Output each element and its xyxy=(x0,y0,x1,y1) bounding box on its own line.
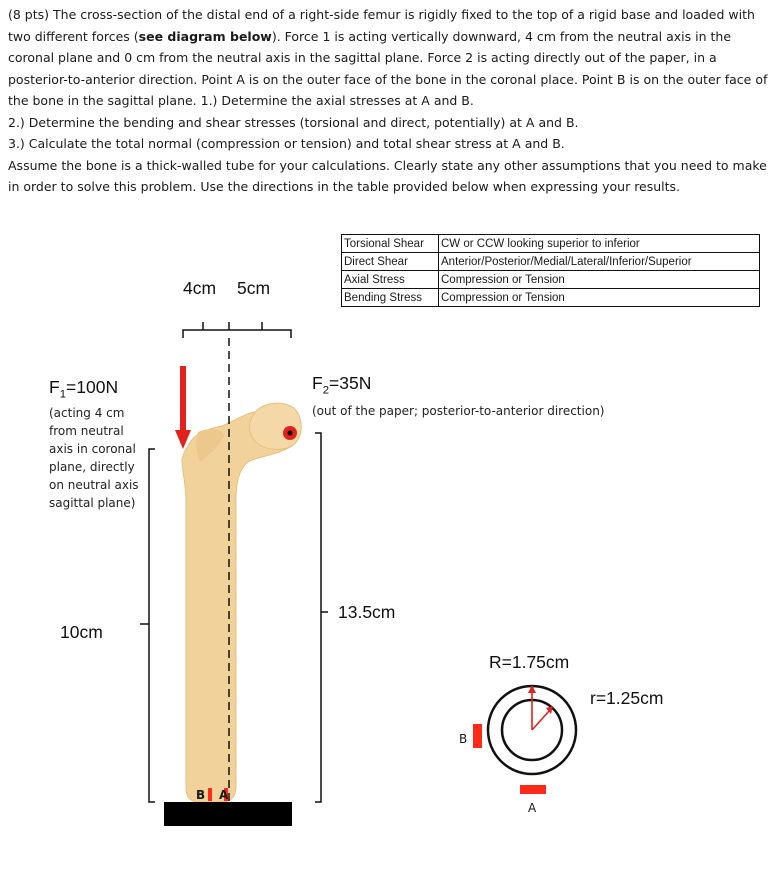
cross-section-a-label: A xyxy=(528,801,537,815)
force-2-description: (out of the paper; posterior-to-anterior direction) xyxy=(312,404,605,418)
point-b-marker xyxy=(208,788,212,801)
legend-quantity: Direct Shear xyxy=(342,253,439,271)
rigid-base xyxy=(164,802,292,826)
cross-section-point-a-marker xyxy=(520,785,546,794)
legend-quantity: Axial Stress xyxy=(342,271,439,289)
point-a-label: A xyxy=(219,788,229,802)
problem-question-3: 3.) Calculate the total normal (compression or tension) and total shear stress at A and B. xyxy=(8,136,565,151)
legend-quantity: Torsional Shear xyxy=(342,235,439,253)
problem-assumptions: Assume the bone is a thick-walled tube for your calculations. Clearly state any other assumptions that you need to make in order to solve this problem. Use the directions in the table provided below when expressing your results. xyxy=(8,157,767,194)
force-2-symbol: F xyxy=(312,373,323,393)
force-1-label xyxy=(49,377,118,401)
femur-head xyxy=(250,403,302,449)
cross-section-b-label: B xyxy=(459,732,468,746)
problem-intro: The cross-section of the distal end of a right-side femur is rigidly fixed to the top of a rigid base and loaded with two different forces ( xyxy=(8,7,755,44)
legend-direction: CW or CCW looking superior to inferior xyxy=(439,235,760,253)
force-1-desc-line: sagittal plane) xyxy=(49,496,136,510)
legend-direction: Compression or Tension xyxy=(439,271,760,289)
force-1-desc-line: (acting 4 cm xyxy=(49,406,125,420)
force-2-value: =35N xyxy=(329,373,372,393)
problem-question-2: 2.) Determine the bending and shear stresses (torsional and direct, potentially) at A and B. xyxy=(8,114,579,130)
force-1-arrow xyxy=(175,366,191,449)
force-2-marker xyxy=(283,426,297,440)
height-label-10cm: 10cm xyxy=(60,622,103,642)
force-1-desc-line: plane, directly xyxy=(49,460,135,474)
point-b-label: B xyxy=(196,788,206,802)
outer-radius-label: R=1.75cm xyxy=(489,652,570,672)
force-1-desc-line: from neutral xyxy=(49,424,124,438)
problem-bold-ref: see diagram below xyxy=(138,28,272,44)
right-height-bracket xyxy=(315,433,328,802)
inner-radius-arrow xyxy=(532,710,550,730)
height-label-13-5cm: 13.5cm xyxy=(338,602,396,622)
dim-label-4cm: 4cm xyxy=(183,278,217,298)
legend-direction: Anterior/Posterior/Medial/Lateral/Inferior/Superior xyxy=(439,253,760,271)
force-1-desc-line: axis in coronal xyxy=(49,442,136,456)
force-1-subscript: 1 xyxy=(59,388,67,401)
cross-section-point-b-marker xyxy=(473,724,482,748)
force-1-symbol: F xyxy=(49,377,60,397)
femur-shaft xyxy=(182,405,301,802)
force-2-subscript: 2 xyxy=(322,384,330,397)
dim-label-5cm: 5cm xyxy=(237,278,271,298)
problem-rest: ). Force 1 is acting vertically downward, 4 cm from the neutral axis in the coronal plane and 0 cm from the neutral axis in the sagittal plane. Force 2 is acting directly out of the paper, in a posterior-to-anterior direction. Point A is on the outer face of the bone in the coronal place. Point B is on the outer face of the bone in the sagittal plane. 1.) Determine the axial stresses at A and B. xyxy=(8,28,768,108)
force-1-desc-line: on neutral axis xyxy=(49,478,139,492)
legend-quantity: Bending Stress xyxy=(342,289,439,307)
femur-bone xyxy=(182,403,301,802)
problem-points: (8 pts) xyxy=(8,7,50,22)
force-1-description xyxy=(49,404,149,512)
force-1-value: =100N xyxy=(66,377,119,397)
cross-section-diagram xyxy=(466,672,596,812)
top-dimension-brackets xyxy=(183,322,291,338)
legend-direction: Compression or Tension xyxy=(439,289,760,307)
force-2-label xyxy=(312,373,371,397)
inner-radius-label: r=1.25cm xyxy=(590,688,664,708)
